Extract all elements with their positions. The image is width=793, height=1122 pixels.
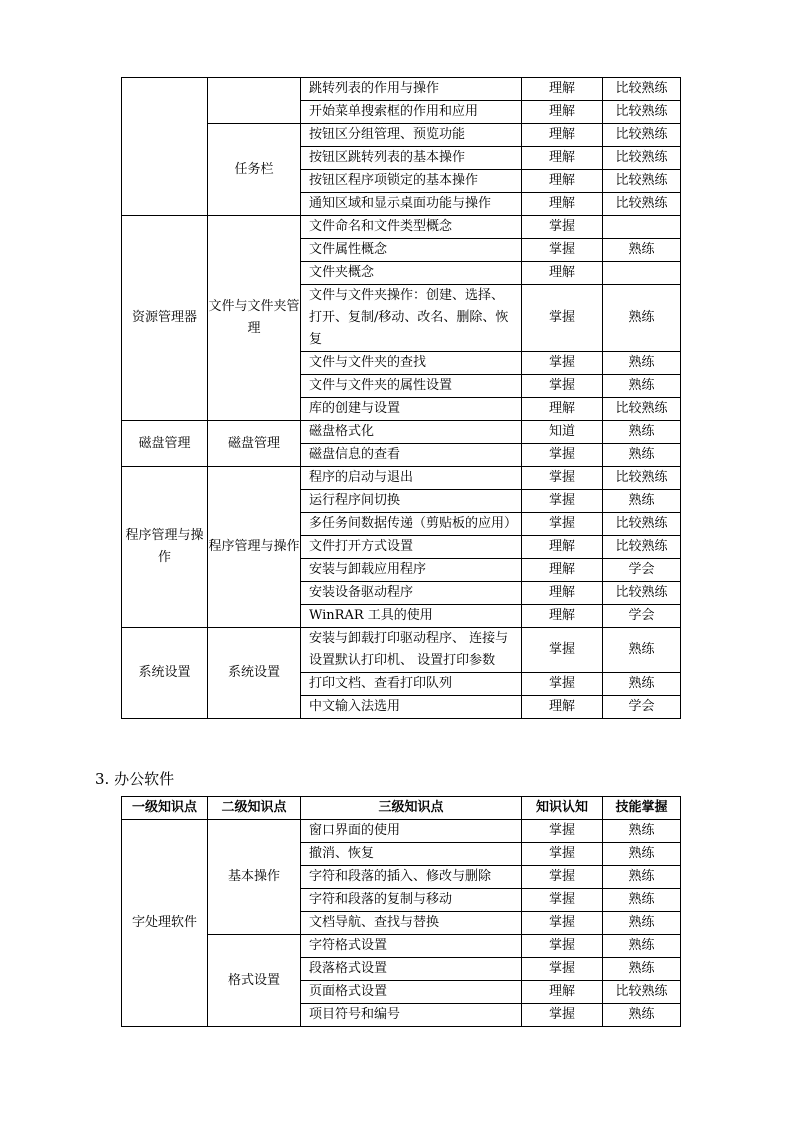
cognition-cell: 理解: [522, 124, 603, 147]
cognition-cell: 理解: [522, 696, 603, 719]
cognition-cell: 理解: [522, 605, 603, 628]
knowledge-table-continued: [121, 77, 681, 719]
skill-cell: 比较熟练: [603, 536, 681, 559]
level3-cell: WinRAR 工具的使用: [301, 605, 522, 628]
skill-cell: 熟练: [603, 1004, 681, 1027]
table-row: [122, 78, 681, 101]
skill-cell: 比较熟练: [603, 513, 681, 536]
skill-cell: 熟练: [603, 673, 681, 696]
skill-cell: 熟练: [603, 375, 681, 398]
column-header: 技能掌握: [603, 797, 681, 820]
level3-cell: 项目符号和编号: [301, 1004, 522, 1027]
level3-cell: 文档导航、查找与替换: [301, 912, 522, 935]
cognition-cell: 掌握: [522, 513, 603, 536]
level3-cell: 文件属性概念: [301, 239, 522, 262]
table-row: [122, 421, 681, 444]
skill-cell: 熟练: [603, 912, 681, 935]
level2-cell: 系统设置: [208, 628, 301, 719]
cognition-cell: 掌握: [522, 673, 603, 696]
level1-cell: 字处理软件: [122, 820, 208, 1027]
cognition-cell: 掌握: [522, 889, 603, 912]
column-header: 知识认知: [522, 797, 603, 820]
cognition-cell: 掌握: [522, 285, 603, 352]
skill-cell: 熟练: [603, 820, 681, 843]
skill-cell: 学会: [603, 605, 681, 628]
level2-cell: 文件与文件夹管理: [208, 216, 301, 421]
cognition-cell: 掌握: [522, 352, 603, 375]
level3-cell: 通知区域和显示桌面功能与操作: [301, 193, 522, 216]
level1-cell: [122, 78, 208, 216]
cognition-cell: 掌握: [522, 866, 603, 889]
level3-cell: 程序的启动与退出: [301, 467, 522, 490]
skill-cell: 熟练: [603, 285, 681, 352]
skill-cell: 比较熟练: [603, 467, 681, 490]
table-row: [122, 216, 681, 239]
level3-cell: 撤消、恢复: [301, 843, 522, 866]
level3-cell: 段落格式设置: [301, 958, 522, 981]
section-heading: 3. 办公软件: [95, 770, 175, 788]
skill-cell: 熟练: [603, 352, 681, 375]
level3-cell: 安装与卸载打印驱动程序、 连接与设置默认打印机、 设置打印参数: [301, 628, 522, 673]
cognition-cell: 掌握: [522, 628, 603, 673]
level1-cell: 磁盘管理: [122, 421, 208, 467]
cognition-cell: 掌握: [522, 444, 603, 467]
office-software-table: [121, 796, 681, 1027]
level3-cell: 按钮区跳转列表的基本操作: [301, 147, 522, 170]
cognition-cell: 掌握: [522, 375, 603, 398]
cognition-cell: 掌握: [522, 239, 603, 262]
level2-cell: 任务栏: [208, 124, 301, 216]
level3-cell: 跳转列表的作用与操作: [301, 78, 522, 101]
cognition-cell: 掌握: [522, 958, 603, 981]
level3-cell: 文件命名和文件类型概念: [301, 216, 522, 239]
cognition-cell: 知道: [522, 421, 603, 444]
table-row: [122, 467, 681, 490]
level2-cell: 格式设置: [208, 935, 301, 1027]
level3-cell: 安装设备驱动程序: [301, 582, 522, 605]
level3-cell: 窗口界面的使用: [301, 820, 522, 843]
level3-cell: 文件夹概念: [301, 262, 522, 285]
level3-cell: 文件与文件夹操作：创建、选择、打开、复制/移动、改名、删除、恢复: [301, 285, 522, 352]
level3-cell: 文件与文件夹的查找: [301, 352, 522, 375]
level3-cell: 字符和段落的复制与移动: [301, 889, 522, 912]
level3-cell: 开始菜单搜索框的作用和应用: [301, 101, 522, 124]
skill-cell: 比较熟练: [603, 398, 681, 421]
skill-cell: 学会: [603, 559, 681, 582]
skill-cell: 比较熟练: [603, 193, 681, 216]
skill-cell: [603, 262, 681, 285]
level3-cell: 库的创建与设置: [301, 398, 522, 421]
skill-cell: 熟练: [603, 239, 681, 262]
cognition-cell: 理解: [522, 262, 603, 285]
cognition-cell: 理解: [522, 170, 603, 193]
skill-cell: 熟练: [603, 935, 681, 958]
cognition-cell: 掌握: [522, 467, 603, 490]
skill-cell: 熟练: [603, 628, 681, 673]
level3-cell: 字符格式设置: [301, 935, 522, 958]
column-header: 一级知识点: [122, 797, 208, 820]
level3-cell: 磁盘格式化: [301, 421, 522, 444]
level3-cell: 文件与文件夹的属性设置: [301, 375, 522, 398]
table-row: [122, 628, 681, 673]
skill-cell: 比较熟练: [603, 170, 681, 193]
level1-cell: 程序管理与操作: [122, 467, 208, 628]
skill-cell: 熟练: [603, 889, 681, 912]
skill-cell: 熟练: [603, 421, 681, 444]
skill-cell: 熟练: [603, 490, 681, 513]
table-header-row: [122, 797, 681, 820]
cognition-cell: 理解: [522, 536, 603, 559]
level3-cell: 按钮区程序项锁定的基本操作: [301, 170, 522, 193]
column-header: 二级知识点: [208, 797, 301, 820]
cognition-cell: 掌握: [522, 843, 603, 866]
table-row: [122, 820, 681, 843]
cognition-cell: 掌握: [522, 490, 603, 513]
level3-cell: 字符和段落的插入、修改与删除: [301, 866, 522, 889]
skill-cell: 学会: [603, 696, 681, 719]
level3-cell: 打印文档、查看打印队列: [301, 673, 522, 696]
cognition-cell: 理解: [522, 582, 603, 605]
cognition-cell: 理解: [522, 981, 603, 1004]
skill-cell: 比较熟练: [603, 582, 681, 605]
level3-cell: 按钮区分组管理、预览功能: [301, 124, 522, 147]
skill-cell: 比较熟练: [603, 981, 681, 1004]
level3-cell: 磁盘信息的查看: [301, 444, 522, 467]
cognition-cell: 掌握: [522, 216, 603, 239]
cognition-cell: 理解: [522, 101, 603, 124]
skill-cell: 比较熟练: [603, 101, 681, 124]
cognition-cell: 掌握: [522, 820, 603, 843]
skill-cell: 比较熟练: [603, 124, 681, 147]
cognition-cell: 理解: [522, 559, 603, 582]
level3-cell: 运行程序间切换: [301, 490, 522, 513]
skill-cell: 熟练: [603, 843, 681, 866]
skill-cell: [603, 216, 681, 239]
level1-cell: 系统设置: [122, 628, 208, 719]
level3-cell: 文件打开方式设置: [301, 536, 522, 559]
cognition-cell: 掌握: [522, 912, 603, 935]
level3-cell: 中文输入法选用: [301, 696, 522, 719]
cognition-cell: 掌握: [522, 1004, 603, 1027]
cognition-cell: 理解: [522, 78, 603, 101]
cognition-cell: 掌握: [522, 935, 603, 958]
level2-cell: 基本操作: [208, 820, 301, 935]
level2-cell: [208, 78, 301, 124]
cognition-cell: 理解: [522, 193, 603, 216]
level3-cell: 安装与卸载应用程序: [301, 559, 522, 582]
skill-cell: 熟练: [603, 866, 681, 889]
level3-cell: 多任务间数据传递（剪贴板的应用）: [301, 513, 522, 536]
level2-cell: 程序管理与操作: [208, 467, 301, 628]
cognition-cell: 理解: [522, 147, 603, 170]
skill-cell: 熟练: [603, 958, 681, 981]
level1-cell: 资源管理器: [122, 216, 208, 421]
column-header: 三级知识点: [301, 797, 522, 820]
cognition-cell: 理解: [522, 398, 603, 421]
skill-cell: 熟练: [603, 444, 681, 467]
skill-cell: 比较熟练: [603, 147, 681, 170]
level2-cell: 磁盘管理: [208, 421, 301, 467]
skill-cell: 比较熟练: [603, 78, 681, 101]
level3-cell: 页面格式设置: [301, 981, 522, 1004]
